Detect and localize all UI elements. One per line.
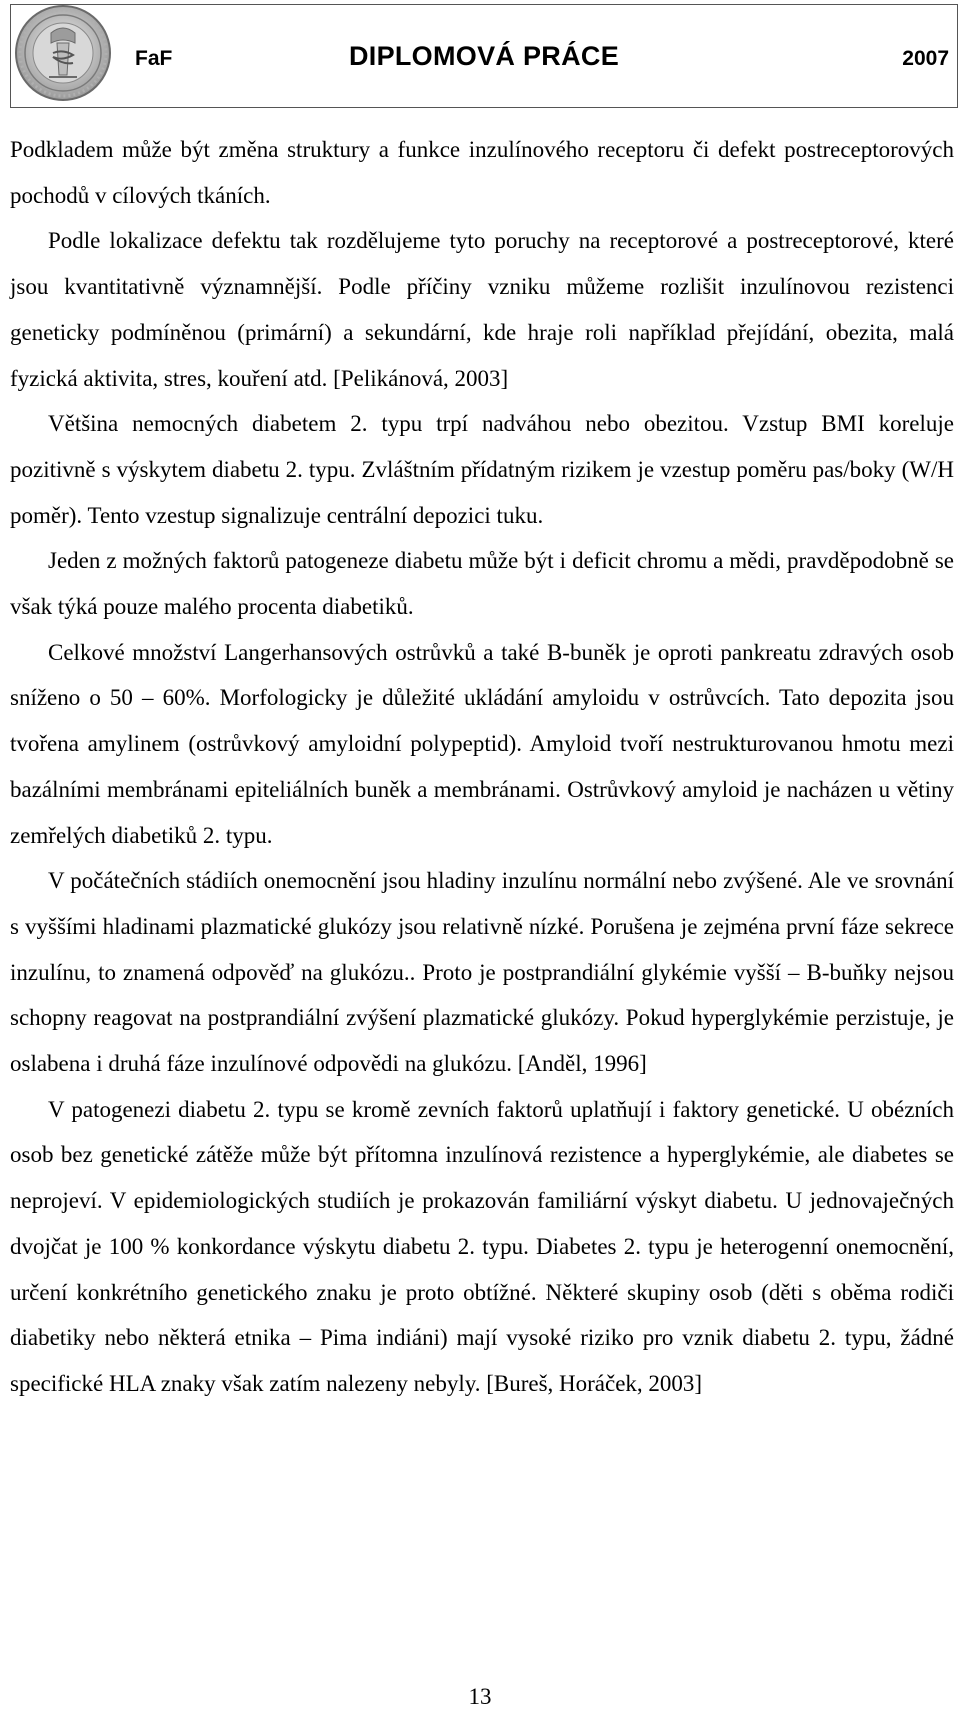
page-number: 13 xyxy=(468,1684,492,1709)
page-header xyxy=(10,4,958,108)
paragraph-2: Podle lokalizace defektu tak rozdělujeme tyto poruchy na receptorové a postreceptorové, které jsou kvantitativně významnější. Podle příčiny vzniku můžeme rozlišit inzulínovou rezistenci geneticky podmíněnou (primární) a sekundární, kde hraje roli například přejídání, obezita, malá fyzická aktivita, stres, kouření atd. [Pelikánová, 2003] xyxy=(10,228,954,391)
paragraph-1: Podkladem může být změna struktury a funkce inzulínového receptoru či defekt postreceptorových pochodů v cílových tkáních. xyxy=(10,137,954,208)
paragraph-6: V počátečních stádiích onemocnění jsou hladiny inzulínu normální nebo zvýšené. Ale ve srovnání s vyššími hladinami plazmatické glukózy jsou relativně nízké. Porušena je zejména první fáze sekrece inzulínu, to znamená odpověď na glukózu.. Proto je postprandiální glykémie vyšší – B-buňky nejsou schopny reagovat na postprandiální zvýšení plazmatické glukózy. Pokud hyperglykémie perzistuje, je oslabena i druhá fáze inzulínové odpovědi na glukózu. [Anděl, 1996] xyxy=(10,868,954,1077)
paragraph-4: Jeden z možných faktorů patogeneze diabetu může být i deficit chromu a mědi, pravděpodobně se však týká pouze malého procenta diabetiků. xyxy=(10,548,954,620)
header-year: 2007 xyxy=(902,47,949,70)
header-title: DIPLOMOVÁ PRÁCE xyxy=(348,41,620,71)
header-faculty-abbrev: FaF xyxy=(135,47,173,70)
paragraph-7: V patogenezi diabetu 2. typu se kromě zevních faktorů uplatňují i faktory genetické. U obézních osob bez genetické zátěže může být přítomna inzulínová rezistence a hyperglykémie, ale diabetes se neprojeví. V epidemiologických studiích je prokazován familiární výskyt diabetu. U jednovaječných dvojčat je 100 % konkordance výskytu diabetu 2. typu. Diabetes 2. typu je heterogenní onemocnění, určení konkrétního genetického znaku je proto obtížné. Některé skupiny osob (děti s oběma rodiči diabetiky nebo některá etnika – Pima indiáni) mají vysoké riziko pro vznik diabetu 2. typu, žádné specifické HLA znaky však zatím nalezeny nebyly. [Bureš, Horáček, 2003] xyxy=(10,1096,954,1396)
paragraph-3: Většina nemocných diabetem 2. typu trpí nadváhou nebo obezitou. Vzstup BMI koreluje pozitivně s výskytem diabetu 2. typu. Zvláštním přídatným rizikem je vzestup poměru pas/boky (W/H poměr). Tento vzestup signalizuje centrální depozici tuku. xyxy=(10,411,954,528)
paragraph-5: Celkové množství Langerhansových ostrůvků a také B-buněk je oproti pankreatu zdravých osob sníženo o 50 – 60%. Morfologicky je důležité ukládání amyloidu v ostrůvcích. Tato depozita jsou tvořena amylinem (ostrůvkový amyloidní polypeptid). Amyloid tvoří nestrukturovanou hmotu mezi bazálními membránami epiteliálních buněk a membránami. Ostrůvkový amyloid je nacházen u větiny zemřelých diabetiků 2. typu. xyxy=(10,639,954,848)
document-body xyxy=(10,127,954,1407)
